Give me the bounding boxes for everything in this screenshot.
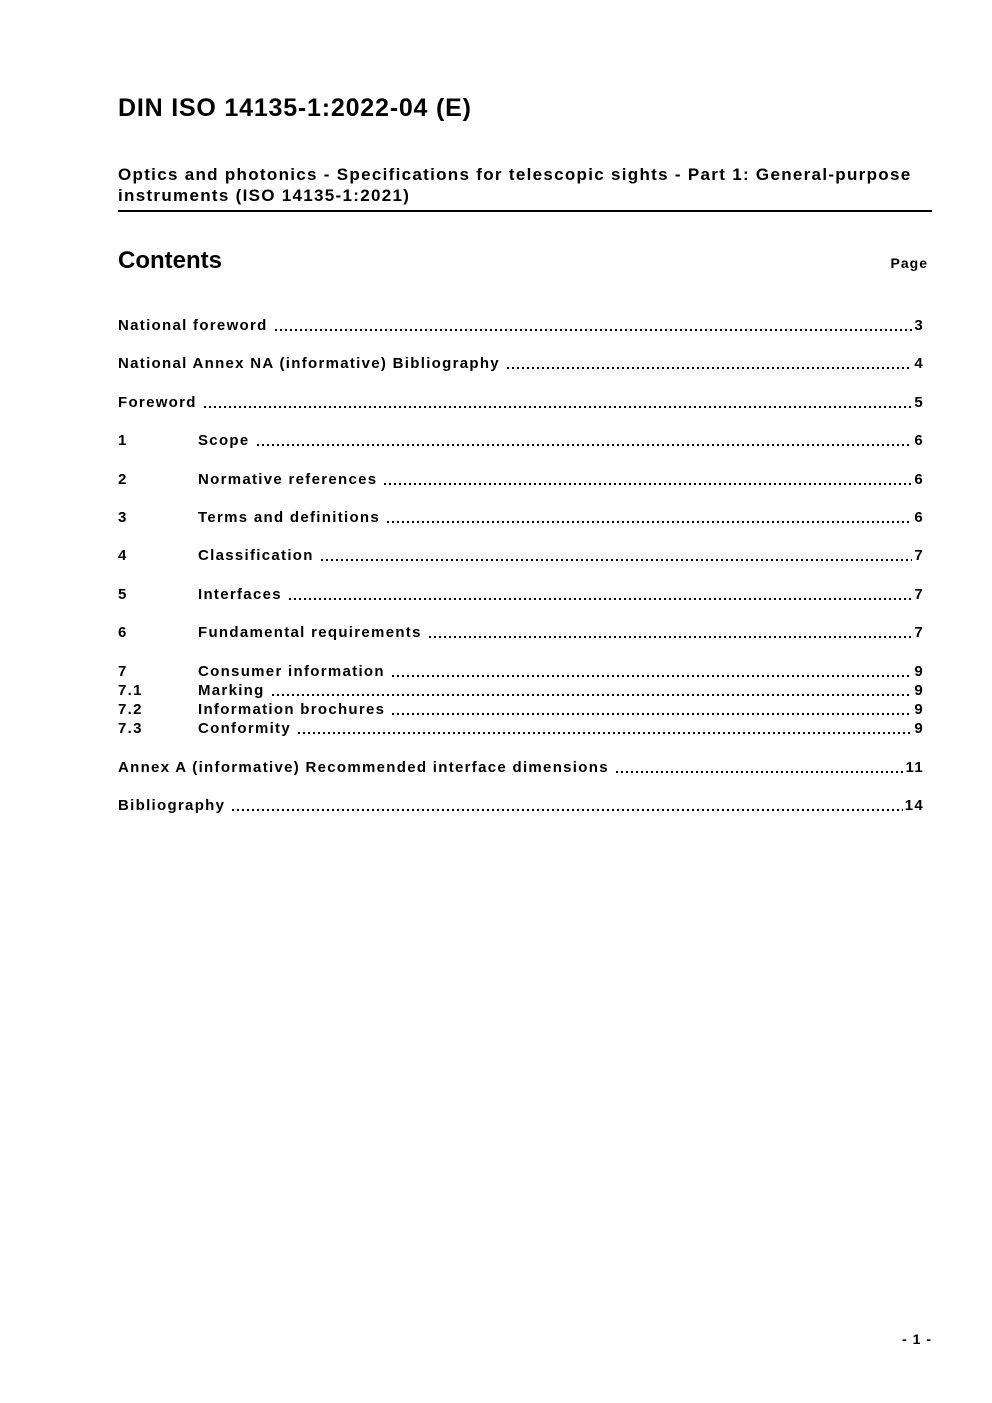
toc-entry-page: 9 <box>914 700 924 718</box>
toc-entry-number: 6 <box>118 624 128 642</box>
toc-entry <box>118 431 924 450</box>
toc-entry-number: 1 <box>118 432 128 450</box>
dot-leader <box>387 521 912 523</box>
toc-entry <box>118 393 924 412</box>
table-of-contents <box>118 316 932 815</box>
title-rule <box>118 210 932 212</box>
toc-entry-page: 4 <box>914 355 924 373</box>
toc-entry-label: Information brochures <box>198 700 386 718</box>
toc-entry-number: 7.1 <box>118 681 143 699</box>
toc-entry-label: Conformity <box>198 720 291 738</box>
toc-entry-label: Normative references <box>198 470 378 488</box>
toc-entry-label: Terms and definitions <box>198 508 381 526</box>
toc-entry <box>118 662 924 681</box>
toc-entry <box>118 719 924 738</box>
toc-entry <box>118 796 924 815</box>
toc-entry-label: Classification <box>198 547 314 565</box>
toc-entry-page: 11 <box>905 758 924 776</box>
dot-leader <box>289 598 912 600</box>
dot-leader <box>392 675 913 677</box>
toc-entry-page: 6 <box>914 470 924 488</box>
toc-entry-page: 14 <box>904 796 924 814</box>
toc-entry-label: Bibliography <box>118 796 226 814</box>
toc-entry-number: 5 <box>118 585 128 603</box>
dot-leader <box>232 809 902 811</box>
toc-entry-number: 4 <box>118 547 128 565</box>
toc-entry-page: 7 <box>914 624 924 642</box>
toc-entry-label: Consumer information <box>198 662 385 680</box>
toc-entry-page: 9 <box>914 720 924 738</box>
toc-entry-label: National Annex NA (informative) Bibliography <box>118 355 500 373</box>
toc-entry-number: 3 <box>118 508 128 526</box>
footer-page-number: - 1 - <box>902 1331 932 1347</box>
toc-entry-label: Annex A (informative) Recommended interface dimensions <box>118 758 609 776</box>
toc-entry-number: 2 <box>118 470 128 488</box>
toc-entry-page: 3 <box>914 317 924 334</box>
toc-entry-label: Fundamental requirements <box>198 624 422 642</box>
dot-leader <box>384 483 912 485</box>
contents-heading: Contents <box>118 247 222 274</box>
dot-leader <box>272 694 913 696</box>
doc-number-heading: DIN ISO 14135-1:2022-04 (E) <box>118 94 472 122</box>
toc-entry-label: Interfaces <box>198 585 282 603</box>
toc-entry-page: 6 <box>914 432 924 450</box>
toc-entry-page: 9 <box>914 662 924 680</box>
dot-leader <box>429 636 913 638</box>
toc-entry-page: 9 <box>914 681 924 699</box>
doc-title: Optics and photonics - Specifications for telescopic sights - Part 1: General-purpose instruments (ISO 14135-1:2021) <box>118 165 912 205</box>
page-content <box>118 0 932 1403</box>
toc-entry-number: 7.2 <box>118 700 143 718</box>
dot-leader <box>298 732 912 734</box>
toc-entry-label: Scope <box>198 432 250 450</box>
dot-leader <box>392 713 912 715</box>
toc-entry <box>118 758 924 777</box>
dot-leader <box>204 406 913 408</box>
toc-entry-page: 5 <box>914 393 924 411</box>
dot-leader <box>257 444 913 446</box>
toc-entry <box>118 623 924 642</box>
toc-entry <box>118 546 924 565</box>
toc-entry-page: 7 <box>914 547 924 565</box>
toc-entry <box>118 354 924 373</box>
toc-entry <box>118 585 924 604</box>
toc-entry-number: 7.3 <box>118 720 143 738</box>
toc-entry <box>118 700 924 719</box>
dot-leader <box>275 329 913 331</box>
toc-entry-page: 6 <box>914 508 924 526</box>
dot-leader <box>507 367 912 369</box>
toc-entry-number: 7 <box>118 662 128 680</box>
dot-leader <box>321 559 913 561</box>
dot-leader <box>616 771 904 773</box>
page-footer <box>118 1332 932 1347</box>
doc-title-block <box>118 164 932 212</box>
toc-entry <box>118 508 924 527</box>
toc-entry <box>118 681 924 700</box>
toc-entry-label: Marking <box>198 681 265 699</box>
page-column-label: Page <box>890 255 928 271</box>
toc-entry-page: 7 <box>914 585 924 603</box>
toc-entry <box>118 470 924 489</box>
contents-header <box>118 249 932 273</box>
toc-entry-label: National foreword <box>118 317 268 334</box>
toc-entry-label: Foreword <box>118 393 197 411</box>
toc-entry <box>118 316 924 335</box>
